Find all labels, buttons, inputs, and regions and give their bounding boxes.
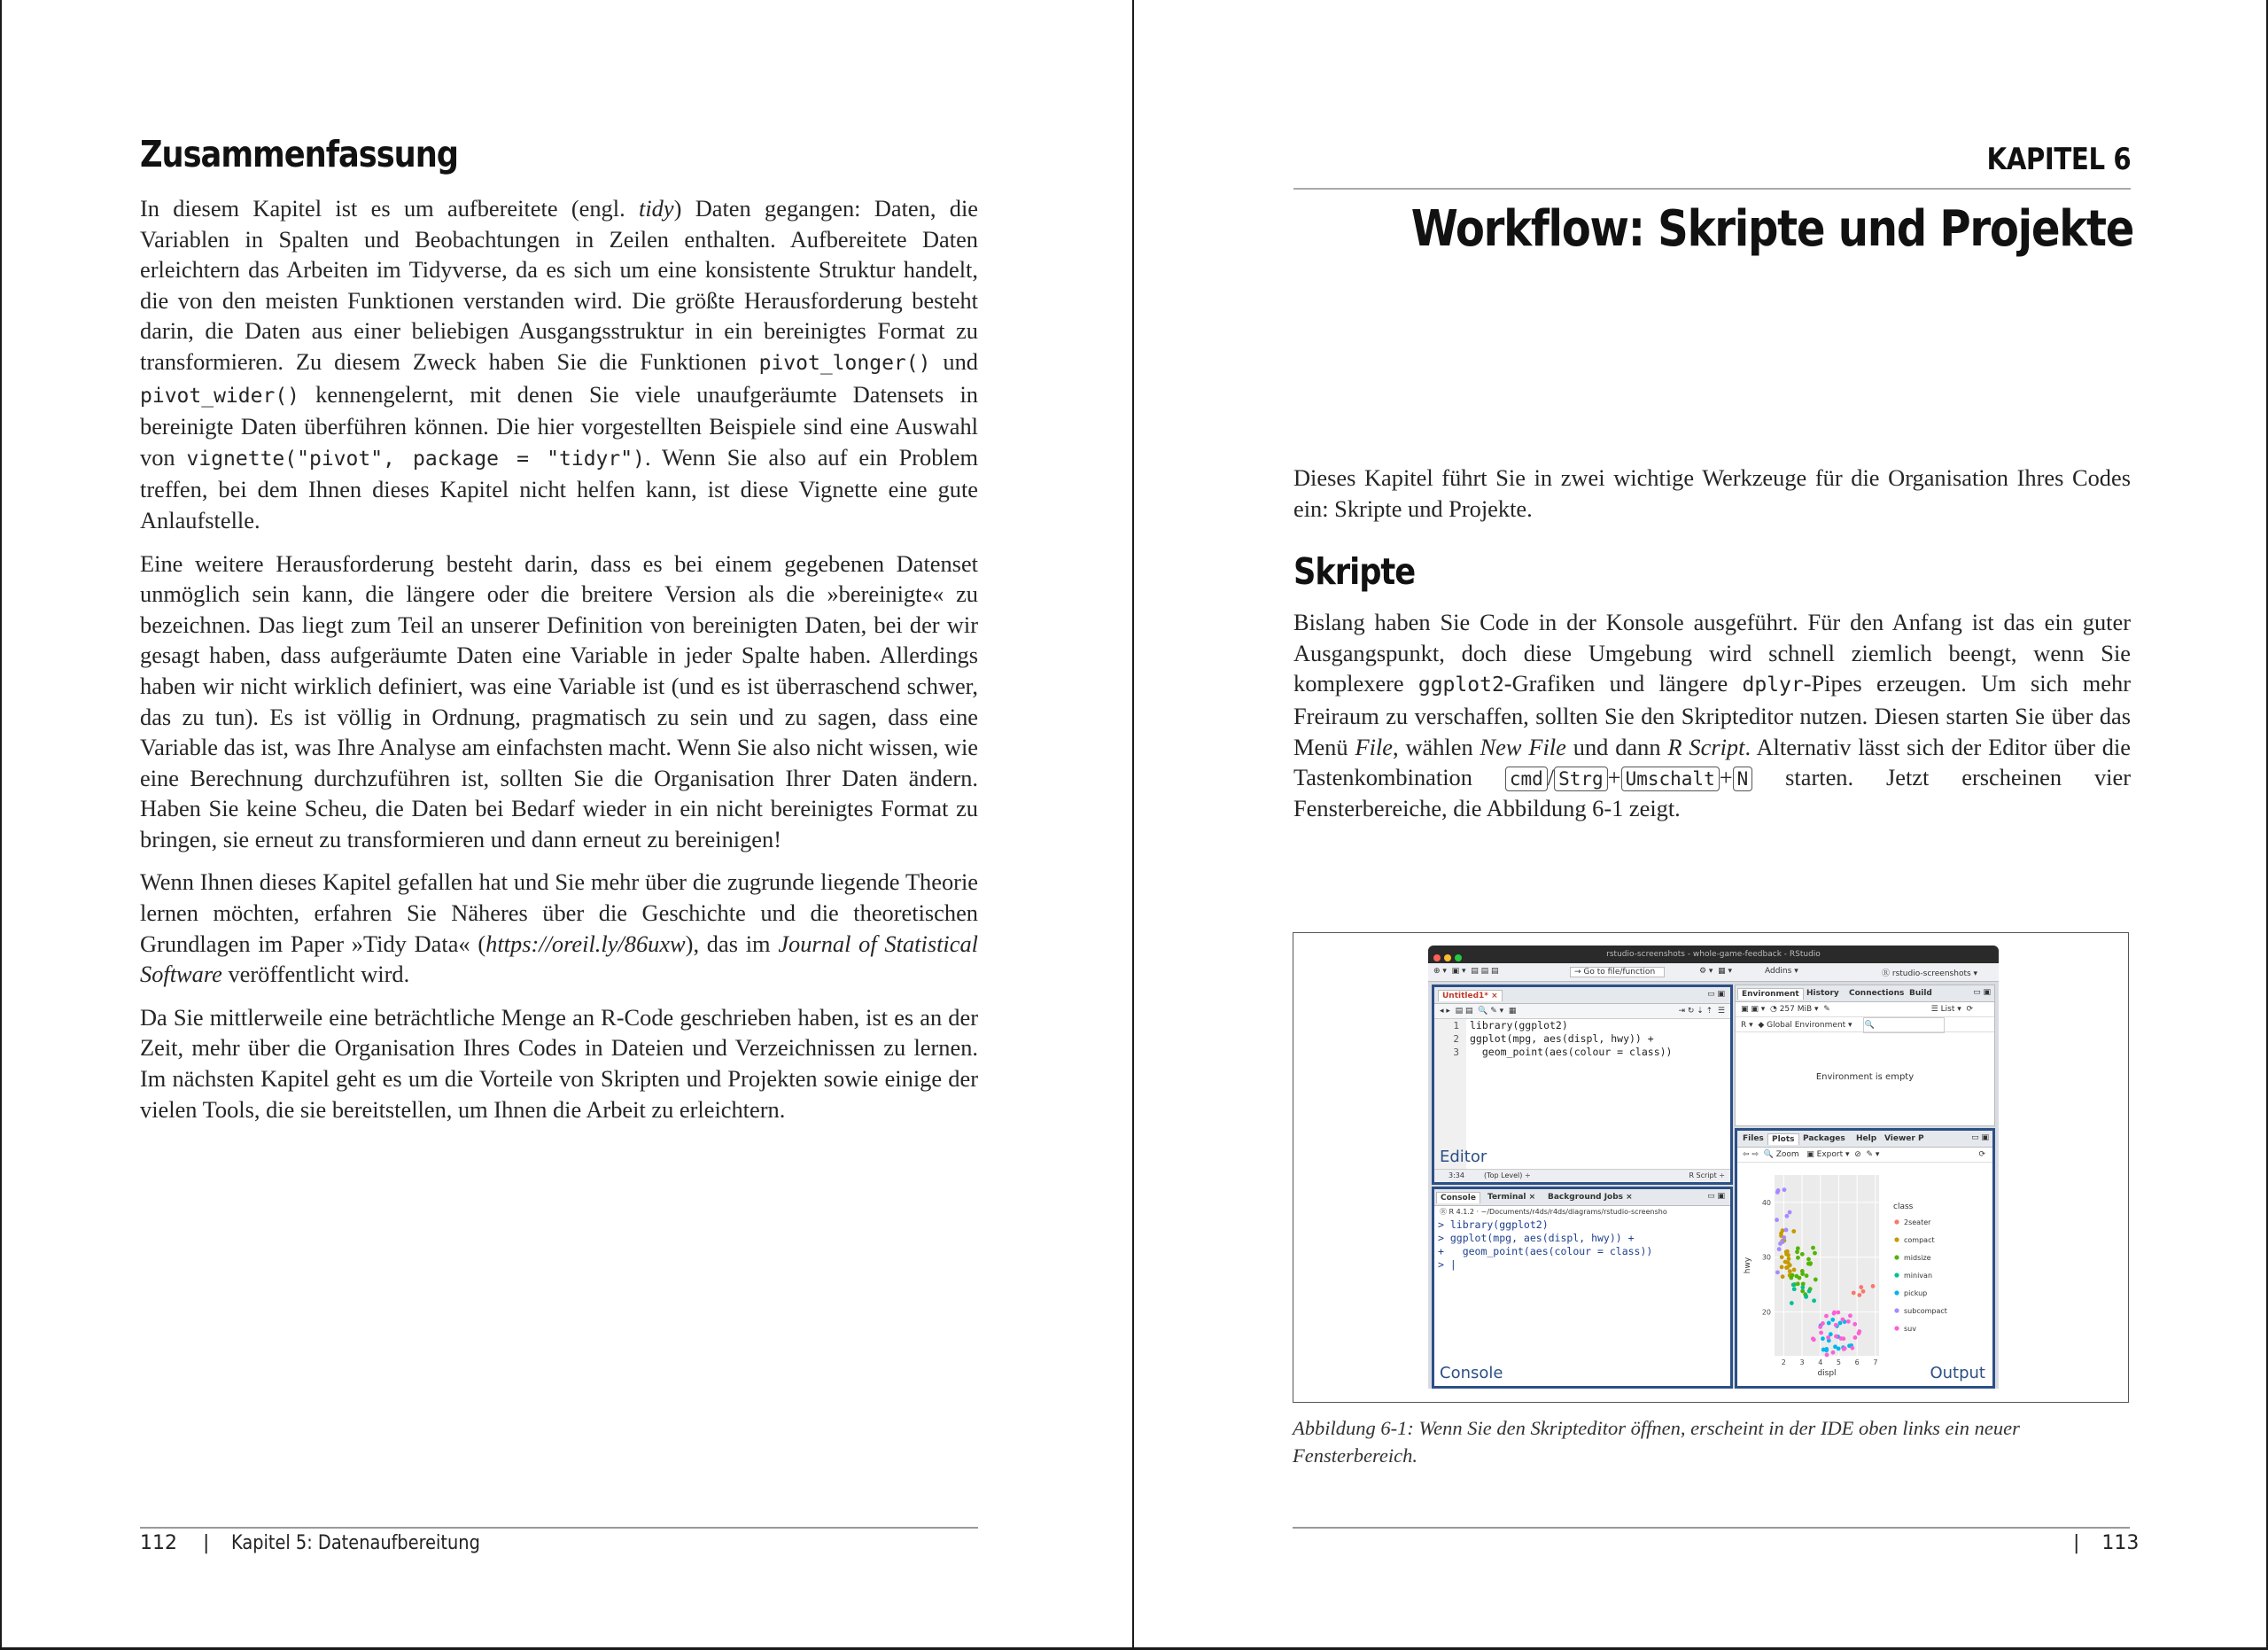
data-point [1780,1265,1784,1269]
data-point [1827,1321,1831,1326]
data-point [1796,1246,1800,1250]
data-point [1787,1257,1791,1261]
data-point [1792,1287,1797,1291]
data-point [1794,1274,1798,1279]
data-point [1807,1289,1812,1294]
minimize-dot-icon [1444,954,1451,961]
data-point [1808,1262,1813,1266]
data-point [1796,1256,1800,1260]
y-axis-label: hwy [1744,1257,1752,1274]
data-point [1821,1321,1825,1326]
legend-title: class [1893,1202,1914,1211]
legend-label: suv [1904,1325,1916,1333]
data-point [1804,1294,1808,1298]
toolbar-misc-icons: ⚙ ▾ ▦ ▾ [1699,967,1733,976]
data-point [1791,1282,1796,1287]
data-point [1833,1344,1837,1349]
editor-label: Editor [1440,1148,1487,1166]
kbd-umschalt: Umschalt [1621,767,1720,791]
rstudio-window-title: rstudio-screenshots - whole-game-feedback - RStudio [1606,950,1821,959]
page-number-right: 113 [2101,1532,2140,1554]
editor-code: library(ggplot2) ggplot(mpg, aes(displ, hwy)) + geom_point(aes(colour = class)) [1470,1019,1673,1058]
legend-label: pickup [1904,1289,1928,1297]
left-page-content [140,133,978,1137]
rstudio-toolbar [1428,963,1999,982]
chapter-title: Workflow: Skripte und Projekte [1410,200,2134,258]
scatter-plot [1737,1163,1992,1384]
chapter-intro: Dieses Kapitel führt Sie in zwei wichtige Werkzeuge für die Organisation Ihres Codes ein: Skripte und Projekte. [1293,464,2131,522]
data-point [1831,1350,1836,1355]
data-point [1784,1265,1789,1270]
data-point [1796,1281,1800,1286]
data-point [1832,1311,1837,1315]
legend-key [1894,1219,1899,1224]
x-axis-label: displ [1817,1369,1837,1378]
legend-key [1894,1308,1899,1312]
data-point [1805,1273,1809,1278]
legend-key [1894,1255,1899,1259]
data-point [1788,1210,1792,1215]
data-point [1821,1336,1825,1341]
y-tick-label: 40 [1761,1198,1771,1207]
legend-key [1894,1290,1899,1295]
data-point [1857,1293,1861,1297]
project-menu: Ⓡ rstudio-screenshots ▾ [1882,969,1978,978]
data-point [1800,1289,1805,1294]
data-point [1784,1228,1789,1233]
data-point [1834,1323,1838,1327]
data-point [1790,1301,1794,1305]
data-point [1853,1335,1858,1340]
data-point [1843,1346,1847,1350]
data-point [1783,1187,1787,1192]
code-pivot-wider: pivot_wider() [140,384,300,408]
data-point [1830,1318,1835,1322]
data-point [1826,1335,1830,1340]
data-point [1824,1314,1829,1319]
data-point [1785,1214,1790,1218]
data-point [1800,1252,1805,1257]
left-page [0,0,1132,1650]
data-point [1788,1269,1792,1273]
data-point [1852,1291,1856,1296]
data-point [1813,1251,1817,1256]
paragraph-2: Eine weitere Herausforderung besteht darin, dass es bei einem gegebenen Datenset unmöglich sein kann, die längere oder die breitere Version als die »bereinigte« zu bezeichnen. Das liegt zum Teil an unserer Definition von bereinigten Daten, bei der wir gesagt haben, dass aufgeräumte Daten eine Variable in jeder Spalte haben. Allerdings haben wir nicht wirklich definiert, was eine Variable ist (und es ist überraschend schwer, das zu tun). Es ist völlig in Ordnung, pragmatisch zu sein und zu sagen, dass eine Variable das ist, was Ihre Analyse am einfachsten macht. Wenn Sie also nicht wissen, wie eine Berechnung durchzuführen ist, sollten Sie die Organisation Ihrer Daten ändern. Haben Sie keine Scheu, die Daten bei Bedarf wieder in ein nicht bereinigtes Format zu bringen, sie erneut zu transformieren und dann erneut zu bereinigen! [140,549,978,852]
chapter-label: KAPITEL 6 [1293,142,2131,190]
data-point [1775,1270,1780,1274]
y-tick-label: 20 [1761,1308,1771,1317]
goto-file-input: → Go to file/function [1570,967,1665,977]
right-page-content [1293,142,2134,836]
data-point [1824,1348,1829,1352]
kbd-strg: Strg [1554,767,1608,791]
data-point [1811,1336,1815,1341]
data-point [1782,1235,1786,1240]
y-tick-label: 30 [1761,1253,1771,1262]
x-tick-label: 2 [1781,1358,1786,1366]
data-point [1783,1260,1788,1265]
data-point [1846,1319,1851,1324]
legend-label: minivan [1904,1272,1933,1280]
page-number-left: 112 [140,1532,177,1554]
section-heading-zusammenfassung: Zusammenfassung [140,133,459,175]
editor-toolbar: ◂ ▸ ▤ ▤ 🔍 ✎ ▾ ▦ ⇥ ↻ ⇣ ⇡ ☰ [1434,1004,1730,1019]
kbd-n: N [1733,767,1753,791]
x-tick-label: 7 [1873,1358,1878,1366]
editor-statusbar: 3:34 (Top Level) ÷ R Script ÷ [1434,1169,1730,1182]
output-label: Output [1930,1364,1985,1382]
rstudio-titlebar [1428,946,1999,963]
data-point [1841,1318,1845,1322]
data-point [1777,1247,1782,1251]
data-point [1811,1246,1815,1250]
console-pane: Console Terminal × Background Jobs × ▭ ▣ Ⓡ R 4.1.2 · ~/Documents/r4ds/r4ds/diagrams/rstudio-screensho > library(ggplot2) > ggplot(mpg, aes(displ, hwy)) + + geom_point(aes(colour = class)) > | Console [1432,1187,1733,1389]
data-point [1818,1325,1822,1329]
legend-key [1894,1237,1899,1241]
editor-gutter: 1 2 3 [1434,1019,1466,1170]
section-heading-skripte: Skripte [1293,550,1416,594]
console-label: Console [1440,1364,1503,1382]
footer-rule-right [1293,1527,2130,1529]
console-output: > library(ggplot2) > ggplot(mpg, aes(displ, hwy)) + + geom_point(aes(colour = class)) > | [1438,1218,1653,1271]
data-point [1848,1313,1852,1318]
data-point [1825,1353,1829,1358]
legend-label: 2seater [1904,1218,1931,1226]
legend-label: compact [1904,1236,1935,1244]
data-point [1857,1331,1861,1335]
data-point [1806,1257,1811,1262]
tab-untitled1: Untitled1* × [1438,990,1503,1001]
pane-window-icons: ▭ ▣ [1707,990,1725,999]
footer-separator: | [203,1532,210,1554]
legend-key [1894,1326,1899,1330]
environment-empty-text: Environment is empty [1815,1072,1915,1082]
data-point [1838,1336,1843,1341]
environment-pane: Environment History Connections Build ▭ ▣ ▣ ▣ ▾ ◔ 257 MiB ▾ ✎ ☰ List ▾ ⟳ R ▾ ◆ Global Environment ▾ 🔍 Environment is empty [1735,985,1995,1126]
data-point [1871,1284,1876,1288]
data-point [1861,1289,1866,1294]
footer-left [140,1532,515,1554]
data-point [1814,1278,1818,1282]
data-point [1789,1276,1793,1280]
close-dot-icon [1433,954,1441,961]
legend-key [1894,1273,1899,1277]
data-point [1819,1331,1823,1335]
code-pivot-longer: pivot_longer() [758,351,931,375]
data-point [1776,1188,1781,1193]
footer-rule-left [140,1527,978,1529]
data-point [1781,1274,1785,1279]
paragraph-4: Da Sie mittlerweile eine beträchtliche Menge an R-Code geschrieben haben, ist es an der Zeit, mehr über die Organisation Ihres Codes in Dateien und Verzeichnissen zu lernen. Im nächsten Kapitel geht es um die Vorteile von Skripten und Projekten sowie einige der vielen Tools, die sie bereitstellen, um Ihnen die Arbeit zu erleichtern. [140,1003,978,1123]
paragraph-1: In diesem Kapitel ist es um aufbereitete (engl. tidy) Daten gegangen: Daten, die Variablen in Spalten und Beobachtungen in Zeilen enthalten. Aufbereitete Daten erleichtern das Arbeiten im Tidyverse, da es sich um eine konsistente Struktur handelt, die von den meisten Funktionen verstanden wird. Die größte Herausforderung besteht darin, die Daten aus einer beliebigen Ausgangsstruktur in ein bereinigtes Format zu transformieren. Zu diesem Zweck haben Sie die Funktionen pivot_longer() und pivot_wider() kennengelernt, mit denen Sie viele unaufgeräumte Datensets in bereinigte Daten überführen können. Die hier vorgestellten Beispiele sind eine Auswahl von vignette("pivot", package = "tidyr"). Wenn Sie also auf ein Problem treffen, bei dem Ihnen dieses Kapitel nicht helfen kann, ist diese Vignette eine gute Anlaufstelle. [140,195,979,533]
code-vignette: vignette("pivot", package = "tidyr") [186,447,645,471]
skripte-paragraph: Bislang haben Sie Code in der Konsole ausgeführt. Für den Anfang ist das ein guter Ausgangspunkt, doch diese Umgebung wird schnell ziemlich beengt, wenn Sie komplexere ggplot2-Grafiken und längere dplyr-Pipes erzeugen. Um sich mehr Freiraum zu verschaffen, sollten Sie den Skripteditor nutzen. Diesen starten Sie über das Menü File, wählen New File und dann R Script. Alternativ lässt sich der Editor über die Tastenkombination cmd / Strg + Umschalt + N starten. Jetzt erscheinen vier Fensterbereiche, die Abbildung 6-1 zeigt. [1293,609,2131,821]
data-point [1852,1322,1857,1327]
x-tick-label: 5 [1836,1358,1842,1366]
data-point [1859,1285,1863,1289]
data-point [1781,1240,1785,1244]
data-point [1779,1232,1783,1236]
tidy-data-link[interactable]: https://oreil.ly/86uxw [485,930,686,957]
data-point [1834,1335,1838,1339]
running-header-chapter: Kapitel 5: Datenaufbereitung [231,1532,481,1554]
figure-6-1 [1293,932,2129,1403]
legend-label: subcompact [1904,1307,1947,1315]
data-point [1838,1321,1843,1326]
data-point [1795,1249,1799,1254]
data-point [1780,1255,1784,1259]
x-tick-label: 4 [1818,1358,1823,1366]
footer-right: | 113 [2073,1532,2140,1554]
kbd-cmd: cmd [1505,767,1548,791]
legend-label: midsize [1904,1254,1931,1262]
data-point [1791,1229,1796,1234]
new-file-icon: ⊕ ▾ ▣ ▾ ▤ ▤ ▤ [1433,967,1499,976]
data-point [1850,1346,1854,1350]
data-point [1775,1218,1779,1222]
editor-pane [1432,985,1733,1185]
data-point [1836,1311,1840,1315]
x-tick-label: 6 [1854,1358,1860,1366]
figure-caption: Abbildung 6-1: Wenn Sie den Skripteditor öffnen, erscheint in der IDE oben links ein neuer Fensterbereich. [1293,1417,2020,1467]
addins-menu: Addins ▾ [1765,967,1798,976]
output-pane: Files Plots Packages Help Viewer P ▭ ▣ ⇦ ⇨ 🔍 Zoom ▣ Export ▾ ⊘ ✎ ▾ ⟳ 20 30 40 2 3 4 5 6 7 hwy displ class 2seater compact midsize minivan pickup subcompact suv Output [1735,1128,1995,1389]
data-point [1812,1298,1816,1303]
data-point [1800,1272,1805,1276]
data-point [1784,1249,1789,1254]
paragraph-3: Wenn Ihnen dieses Kapitel gefallen hat und Sie mehr über die zugrunde liegende Theorie lernen möchten, erfahren Sie Näheres über die Geschichte und die theoretischen Grundlagen im Paper »Tidy Data« (https://oreil.ly/86uxw), das im Journal of Statistical Software veröffentlicht wird. [140,868,978,988]
maximize-dot-icon [1455,954,1462,961]
data-point [1792,1268,1797,1273]
data-point [1800,1285,1805,1289]
x-tick-label: 3 [1799,1358,1805,1366]
rstudio-screenshot [1428,946,1999,1389]
